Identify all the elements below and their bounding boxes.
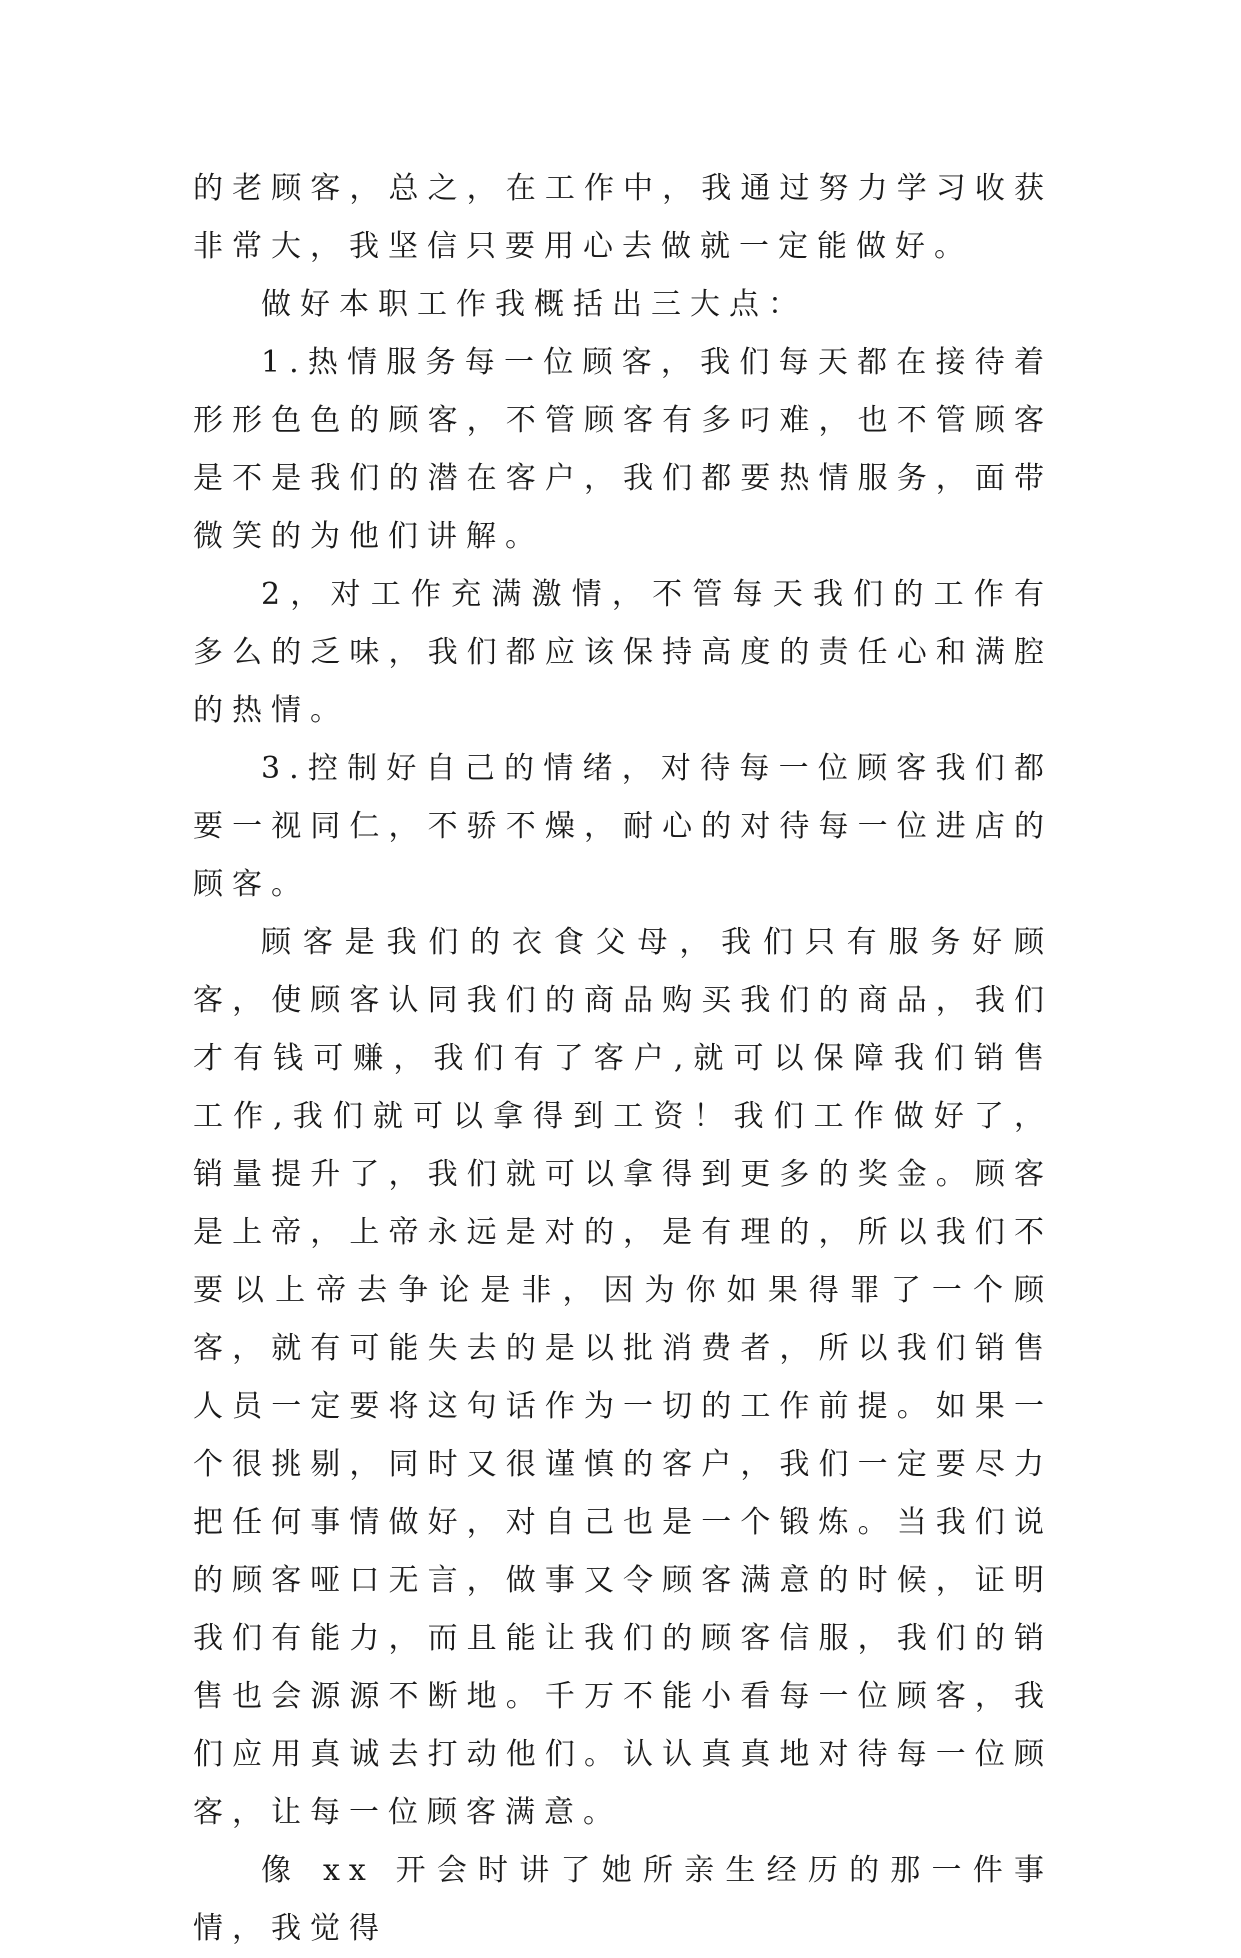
document-body	[193, 160, 1053, 1958]
paragraph-point-1: 1.热情服务每一位顾客，我们每天都在接待着形形色色的顾客，不管顾客有多叼难，也不管顾客是不是我们的潜在客户，我们都要热情服务，面带微笑的为他们讲解。	[193, 345, 1053, 554]
paragraph-anecdote: 像 xx 开会时讲了她所亲生经历的那一件事情，我觉得	[193, 1853, 1053, 1946]
paragraph-customer-importance: 顾客是我们的衣食父母，我们只有服务好顾客，使顾客认同我们的商品购买我们的商品，我们才有钱可赚，我们有了客户,就可以保障我们销售工作,我们就可以拿得到工资！我们工作做好了，销量提升了，我们就可以拿得到更多的奖金。顾客是上帝，上帝永远是对的，是有理的，所以我们不要以上帝去争论是非，因为你如果得罪了一个顾客，就有可能失去的是以批消费者，所以我们销售人员一定要将这句话作为一切的工作前提。如果一个很挑剔，同时又很谨慎的客户，我们一定要尽力把任何事情做好，对自己也是一个锻炼。当我们说的顾客哑口无言，做事又令顾客满意的时候，证明我们有能力，而且能让我们的顾客信服，我们的销售也会源源不断地。千万不能小看每一位顾客，我们应用真诚去打动他们。认认真真地对待每一位顾客，让每一位顾客满意。	[193, 925, 1053, 1830]
paragraph-point-3: 3.控制好自己的情绪，对待每一位顾客我们都要一视同仁，不骄不燥，耐心的对待每一位进店的顾客。	[193, 751, 1053, 902]
paragraph-point-2: 2，对工作充满激情，不管每天我们的工作有多么的乏味，我们都应该保持高度的责任心和满腔的热情。	[193, 577, 1053, 728]
paragraph-summary-intro: 做好本职工作我概括出三大点：	[261, 287, 807, 322]
paragraph-continuation: 的老顾客，总之，在工作中，我通过努力学习收获非常大，我坚信只要用心去做就一定能做好。	[193, 171, 1053, 264]
